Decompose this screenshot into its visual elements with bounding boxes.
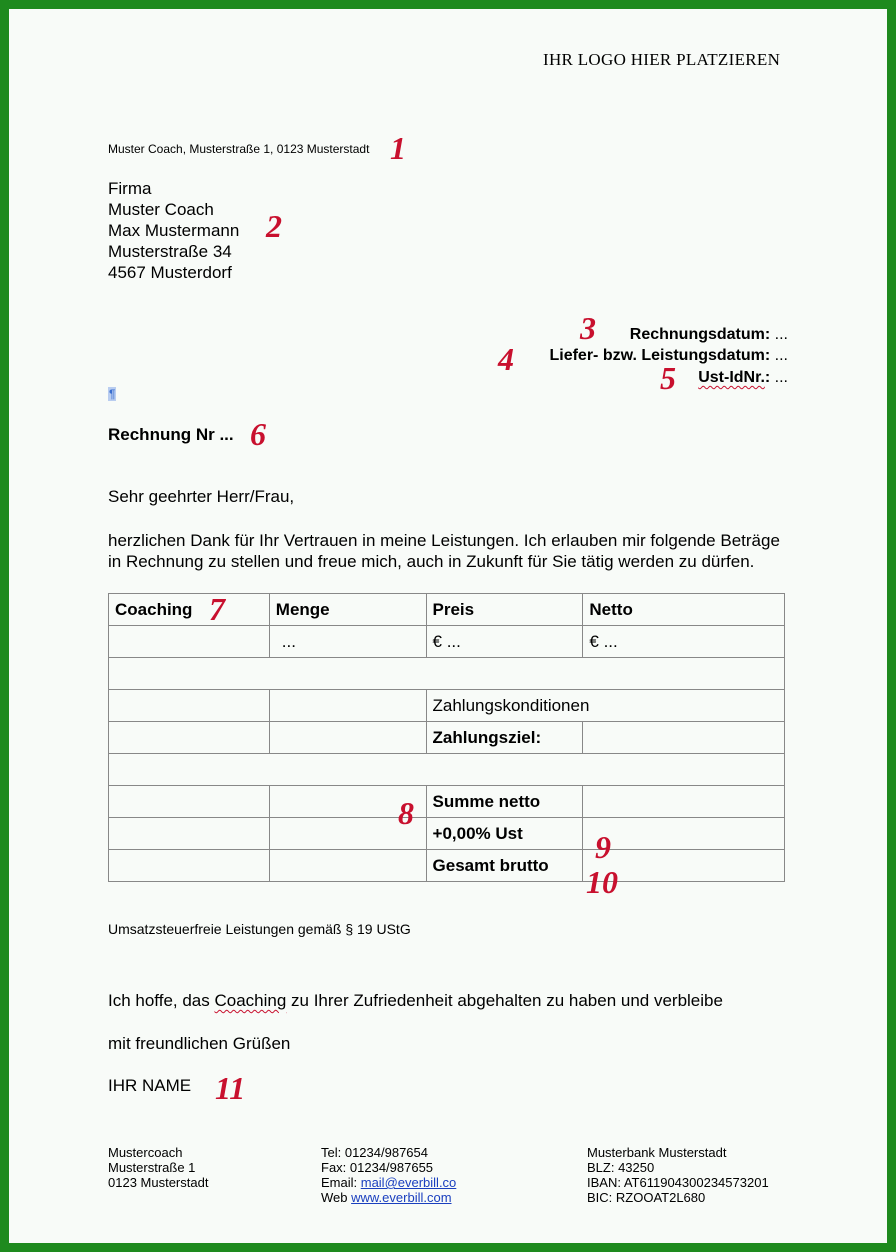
recipient-line: Muster Coach (108, 200, 214, 219)
header-menge: Menge (269, 594, 426, 626)
closing-line (108, 991, 723, 1011)
delivery-date-label: Liefer- bzw. Leistungsdatum: (549, 347, 771, 364)
header-coaching: Coaching (109, 594, 270, 626)
table-row (109, 850, 785, 882)
cell-empty (109, 658, 785, 690)
cell-empty (269, 690, 426, 722)
footer-fax: Fax: 01234/987655 (321, 1160, 434, 1175)
vat-value (583, 818, 785, 850)
web-label: Web (321, 1190, 352, 1205)
email-link[interactable]: mail@everbill.co (360, 1175, 457, 1190)
payment-terms: Zahlungskonditionen (426, 690, 784, 722)
table-row (109, 818, 785, 850)
table-row-empty (109, 754, 785, 786)
footer-line: BIC: RZOOAT2L680 (587, 1190, 706, 1205)
marker-8: 8 (398, 795, 414, 831)
table-row (109, 690, 785, 722)
logo-placeholder: IHR LOGO HIER PLATZIEREN (543, 50, 781, 69)
recipient-line: Firma (108, 179, 152, 198)
marker-6: 6 (250, 416, 266, 452)
footer-contact (321, 1145, 456, 1205)
recipient-line: 4567 Musterdorf (108, 263, 232, 282)
intro-paragraph: herzlichen Dank für Ihr Vertrauen in meine Leistungen. Ich erlauben mir folgende Beträge in Rechnung zu stellen und freue mich, auch in Zukunft für Sie tätig werden zu dürfen. (108, 531, 780, 571)
payment-due-label: Zahlungsziel: (426, 722, 583, 754)
invoice-table (108, 593, 785, 882)
vat-exemption-note: Umsatzsteuerfreie Leistungen gemäß § 19 UStG (108, 921, 411, 937)
footer-company (108, 1145, 208, 1190)
marker-4: 4 (498, 341, 514, 377)
cell-empty (269, 722, 426, 754)
cell-empty (109, 850, 270, 882)
header-netto: Netto (583, 594, 785, 626)
cell-empty (109, 722, 270, 754)
regards-line: mit freundlichen Grüßen (108, 1034, 291, 1053)
marker-1: 1 (390, 130, 406, 166)
footer-line: Musterbank Musterstadt (587, 1145, 727, 1160)
marker-11: 11 (215, 1070, 246, 1106)
invoice-date-label: Rechnungsdatum: (629, 326, 771, 343)
closing-text-end: zu Ihrer Zufriedenheit abgehalten zu haben und verbleibe (286, 991, 723, 1010)
cell-coaching (109, 626, 270, 658)
footer-line: Musterstraße 1 (108, 1160, 196, 1175)
footer-line: BLZ: 43250 (587, 1160, 655, 1175)
table-row (109, 722, 785, 754)
footer-line: Mustercoach (108, 1145, 183, 1160)
recipient-line: Musterstraße 34 (108, 242, 232, 261)
table-row (109, 626, 785, 658)
invoice-date (630, 326, 788, 344)
cell-empty (109, 818, 270, 850)
vat-id (698, 369, 788, 387)
table-row-empty (109, 658, 785, 690)
sum-net-value (583, 786, 785, 818)
vat-id-value: ... (770, 369, 788, 386)
delivery-date-value: ... (770, 347, 788, 364)
cell-netto: € ... (583, 626, 785, 658)
cell-empty (109, 690, 270, 722)
footer-line: IBAN: AT611904300234573201 (587, 1175, 769, 1190)
vat-id-colon: : (764, 369, 771, 386)
sender-line: Muster Coach, Musterstraße 1, 0123 Musterstadt (108, 142, 370, 156)
invoice-date-value: ... (770, 326, 788, 343)
footer-line: 0123 Musterstadt (108, 1175, 209, 1190)
closing-coaching-word: Coaching (214, 991, 287, 1010)
signature-name: IHR NAME (108, 1076, 192, 1095)
footer-web (321, 1190, 456, 1205)
marker-5: 5 (660, 360, 676, 396)
marker-7: 7 (209, 591, 225, 627)
footer-email (321, 1175, 456, 1190)
marker-3: 3 (580, 310, 596, 346)
recipient-line: Max Mustermann (108, 221, 240, 240)
marker-2: 2 (266, 208, 282, 244)
vat-label: +0,00% Ust (426, 818, 583, 850)
footer-tel: Tel: 01234/987654 (321, 1145, 428, 1160)
cell-preis: € ... (426, 626, 583, 658)
total-gross-label: Gesamt brutto (426, 850, 583, 882)
cell-empty (109, 754, 785, 786)
email-label: Email: (321, 1175, 361, 1190)
cell-empty (269, 850, 426, 882)
cell-menge: ... (269, 626, 426, 658)
web-link[interactable]: www.everbill.com (351, 1190, 452, 1205)
recipient-address (108, 178, 239, 283)
closing-text-start: Ich hoffe, das (108, 991, 215, 1010)
greeting: Sehr geehrter Herr/Frau, (108, 487, 295, 506)
marker-9: 9 (595, 829, 611, 865)
header-preis: Preis (426, 594, 583, 626)
payment-due-value (583, 722, 785, 754)
vat-id-label: Ust-IdNr. (698, 369, 765, 386)
pilcrow-mark: ¶ (109, 387, 116, 401)
cell-empty (109, 786, 270, 818)
sum-net-label: Summe netto (426, 786, 583, 818)
footer-bank (587, 1145, 769, 1205)
marker-10: 10 (586, 864, 618, 900)
invoice-number: Rechnung Nr ... (108, 425, 234, 444)
table-row (109, 786, 785, 818)
